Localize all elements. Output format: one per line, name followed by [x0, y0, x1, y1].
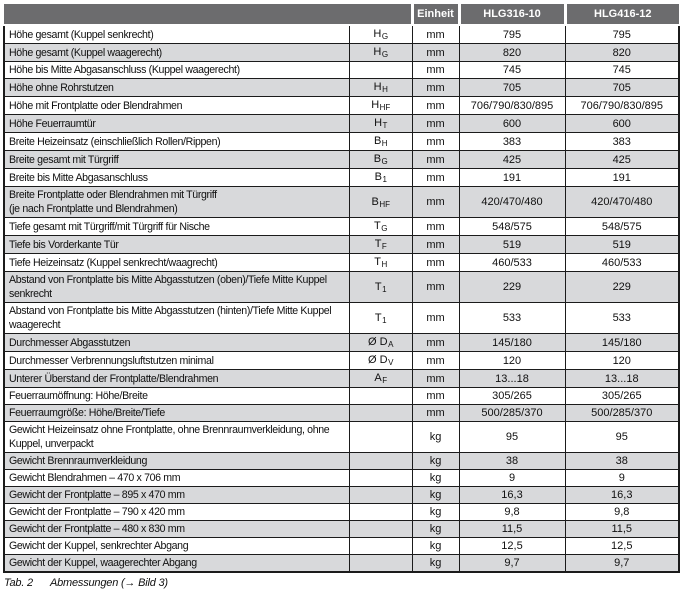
row-label	[4, 151, 349, 169]
row-label	[4, 453, 349, 470]
row-label-line: Höhe Feuerraumtür	[9, 117, 96, 130]
row-label	[4, 169, 349, 187]
row-value-hlg316-10: 145/180	[459, 334, 565, 352]
row-unit: mm	[412, 187, 459, 218]
row-value-hlg316-10: 9,8	[459, 504, 565, 521]
symbol-base: B	[373, 135, 382, 147]
row-value-hlg416-12: 706/790/830/895	[565, 97, 679, 115]
row-label	[4, 62, 349, 79]
row-value-hlg316-10: 16,3	[459, 487, 565, 504]
row-value-hlg416-12: 12,5	[565, 538, 679, 555]
row-symbol	[349, 272, 412, 303]
table-row	[4, 187, 679, 218]
row-value-hlg316-10: 705	[459, 79, 565, 97]
row-label-line: Feuerraumgröße: Höhe/Breite/Tiefe	[9, 407, 165, 419]
symbol-subscript: 1	[382, 315, 387, 325]
row-label-line: Tiefe Heizeinsatz (Kuppel senkrecht/waagrecht)	[9, 256, 218, 269]
header-row	[4, 4, 679, 25]
row-label	[4, 44, 349, 62]
row-label-line: senkrecht	[9, 288, 52, 300]
row-label-line: Abstand von Frontplatte bis Mitte Abgasstutzen (hinten)/Tiefe Mitte Kuppel	[9, 305, 332, 317]
row-value-hlg416-12: 95	[565, 422, 679, 453]
row-label-line: Gewicht der Frontplatte – 790 x 420 mm	[9, 506, 185, 518]
row-label-line: Höhe bis Mitte Abgasanschluss (Kuppel waagerecht)	[9, 64, 240, 76]
symbol-base: B	[371, 195, 379, 208]
row-label	[4, 334, 349, 352]
dimensions-table	[3, 4, 680, 573]
symbol-subscript: G	[381, 157, 388, 166]
row-label	[4, 254, 349, 272]
header-unit-column: Einheit	[412, 4, 459, 25]
table-row	[4, 169, 679, 187]
symbol-base: B	[373, 153, 382, 165]
row-value-hlg416-12: 795	[565, 25, 679, 44]
row-value-hlg316-10: 820	[459, 44, 565, 62]
row-unit: mm	[412, 133, 459, 151]
caption-tab-number: Tab. 2	[4, 577, 33, 589]
row-label-line: Feuerraumöffnung: Höhe/Breite	[9, 390, 148, 402]
row-label	[4, 303, 349, 334]
row-unit: mm	[412, 388, 459, 405]
row-label-line: Abstand von Frontplatte bis Mitte Abgasstutzen (oben)/Tiefe Mitte Kuppel	[9, 274, 327, 286]
symbol-subscript: F	[381, 242, 387, 251]
row-label-line: Gewicht Heizeinsatz ohne Frontplatte, ohne Brennraumverkleidung, ohne	[9, 424, 330, 436]
symbol-base: T	[374, 220, 381, 232]
row-symbol	[349, 79, 412, 97]
table-row	[4, 254, 679, 272]
row-value-hlg416-12: 425	[565, 151, 679, 169]
row-unit: mm	[412, 405, 459, 422]
row-label-line: Gewicht der Kuppel, waagerechter Abgang	[9, 557, 197, 569]
symbol-subscript: G	[381, 32, 389, 41]
symbol-base: H	[373, 28, 382, 40]
row-unit: mm	[412, 97, 459, 115]
table-row	[4, 151, 679, 169]
row-value-hlg316-10: 9,7	[459, 555, 565, 573]
row-symbol	[349, 453, 412, 470]
row-value-hlg416-12: 460/533	[565, 254, 679, 272]
row-label	[4, 405, 349, 422]
row-symbol	[349, 422, 412, 453]
row-unit: mm	[412, 370, 459, 388]
row-symbol	[349, 470, 412, 487]
row-unit: mm	[412, 218, 459, 236]
row-label-line: Durchmesser Abgasstutzen	[9, 336, 131, 349]
row-unit: mm	[412, 79, 459, 97]
table-row	[4, 487, 679, 504]
symbol-base: A	[374, 372, 382, 384]
symbol-subscript: 1	[382, 175, 387, 184]
table-row	[4, 422, 679, 453]
table-row	[4, 218, 679, 236]
row-value-hlg316-10: 706/790/830/895	[459, 97, 565, 115]
symbol-base: T	[374, 238, 382, 250]
row-symbol	[349, 133, 412, 151]
row-unit: kg	[412, 555, 459, 573]
symbol-subscript: A	[388, 340, 394, 349]
row-symbol	[349, 115, 412, 133]
table-row	[4, 352, 679, 370]
row-label	[4, 388, 349, 405]
row-symbol	[349, 151, 412, 169]
row-value-hlg416-12: 191	[565, 169, 679, 187]
row-value-hlg416-12: 16,3	[565, 487, 679, 504]
row-value-hlg316-10: 38	[459, 453, 565, 470]
row-unit: mm	[412, 62, 459, 79]
row-label	[4, 555, 349, 573]
row-unit: mm	[412, 169, 459, 187]
row-value-hlg316-10: 12,5	[459, 538, 565, 555]
row-label-line: Durchmesser Verbrennungsluftstutzen minimal	[9, 354, 214, 367]
row-label-line: Höhe gesamt (Kuppel waagerecht)	[9, 46, 162, 59]
row-label	[4, 97, 349, 115]
table-row	[4, 521, 679, 538]
row-symbol	[349, 303, 412, 334]
row-unit: mm	[412, 44, 459, 62]
row-label	[4, 538, 349, 555]
row-label	[4, 133, 349, 151]
row-value-hlg316-10: 305/265	[459, 388, 565, 405]
table-row	[4, 115, 679, 133]
row-symbol	[349, 521, 412, 538]
row-value-hlg316-10: 13...18	[459, 370, 565, 388]
row-value-hlg316-10: 120	[459, 352, 565, 370]
row-value-hlg416-12: 519	[565, 236, 679, 254]
row-symbol	[349, 370, 412, 388]
row-value-hlg316-10: 519	[459, 236, 565, 254]
row-unit: kg	[412, 453, 459, 470]
row-symbol	[349, 334, 412, 352]
symbol-subscript: T	[382, 121, 388, 130]
row-label-line: (je nach Frontplatte und Blendrahmen)	[9, 203, 178, 215]
row-value-hlg416-12: 120	[565, 352, 679, 370]
table-row	[4, 25, 679, 44]
row-label-line: Unterer Überstand der Frontplatte/Blendrahmen	[9, 372, 219, 385]
row-label	[4, 218, 349, 236]
row-value-hlg416-12: 548/575	[565, 218, 679, 236]
symbol-subscript: H	[381, 139, 388, 148]
row-label	[4, 272, 349, 303]
table-row	[4, 303, 679, 334]
row-value-hlg316-10: 548/575	[459, 218, 565, 236]
row-unit: mm	[412, 151, 459, 169]
table-row	[4, 334, 679, 352]
row-symbol	[349, 236, 412, 254]
table-body	[4, 25, 679, 572]
row-symbol	[349, 555, 412, 573]
row-label-line: Breite Frontplatte oder Blendrahmen mit Türgriff	[9, 189, 217, 201]
symbol-base: H	[374, 117, 383, 129]
row-label-line: Höhe mit Frontplatte oder Blendrahmen	[9, 99, 183, 112]
row-symbol	[349, 169, 412, 187]
row-value-hlg316-10: 229	[459, 272, 565, 303]
symbol-base: T	[374, 280, 382, 293]
symbol-base: H	[371, 99, 380, 111]
row-label-line: Kuppel, unverpackt	[9, 438, 94, 450]
table-row	[4, 97, 679, 115]
table-row	[4, 555, 679, 573]
row-unit: kg	[412, 470, 459, 487]
row-value-hlg316-10: 191	[459, 169, 565, 187]
row-label-line: Gewicht Blendrahmen – 470 x 706 mm	[9, 472, 181, 484]
row-value-hlg416-12: 11,5	[565, 521, 679, 538]
row-value-hlg316-10: 420/470/480	[459, 187, 565, 218]
row-value-hlg316-10: 11,5	[459, 521, 565, 538]
symbol-base: T	[374, 256, 381, 268]
row-label	[4, 504, 349, 521]
row-value-hlg316-10: 425	[459, 151, 565, 169]
row-unit: kg	[412, 422, 459, 453]
table-header	[4, 4, 679, 25]
row-value-hlg416-12: 9,8	[565, 504, 679, 521]
table-row	[4, 370, 679, 388]
row-label-line: Gewicht der Frontplatte – 480 x 830 mm	[9, 523, 185, 535]
symbol-subscript: F	[382, 376, 388, 385]
symbol-base: Ø D	[368, 336, 388, 348]
row-symbol	[349, 62, 412, 79]
header-empty-cell	[4, 4, 412, 25]
row-symbol	[349, 97, 412, 115]
symbol-subscript: H	[381, 260, 388, 269]
row-value-hlg316-10: 95	[459, 422, 565, 453]
row-label-line: Breite Heizeinsatz (einschließlich Rollen/Rippen)	[9, 135, 221, 148]
row-symbol	[349, 487, 412, 504]
table-row	[4, 62, 679, 79]
row-label-line: Tiefe gesamt mit Türgriff/mit Türgriff für Nische	[9, 220, 210, 233]
symbol-base: Ø D	[368, 354, 388, 366]
row-label	[4, 422, 349, 453]
symbol-base: H	[373, 81, 382, 93]
row-value-hlg416-12: 745	[565, 62, 679, 79]
row-symbol	[349, 405, 412, 422]
row-symbol	[349, 504, 412, 521]
row-unit: mm	[412, 352, 459, 370]
symbol-subscript: HF	[379, 199, 390, 209]
row-value-hlg416-12: 705	[565, 79, 679, 97]
row-label-line: Breite gesamt mit Türgriff	[9, 153, 119, 166]
table-row	[4, 236, 679, 254]
row-unit: mm	[412, 236, 459, 254]
symbol-subscript: HF	[379, 103, 391, 112]
row-value-hlg416-12: 820	[565, 44, 679, 62]
row-unit: mm	[412, 303, 459, 334]
row-value-hlg416-12: 38	[565, 453, 679, 470]
row-unit: mm	[412, 25, 459, 44]
row-value-hlg316-10: 533	[459, 303, 565, 334]
row-unit: kg	[412, 521, 459, 538]
row-unit: mm	[412, 334, 459, 352]
symbol-subscript: H	[382, 85, 388, 94]
row-unit: mm	[412, 272, 459, 303]
row-label-line: Höhe gesamt (Kuppel senkrecht)	[9, 28, 154, 41]
row-symbol	[349, 44, 412, 62]
table-row	[4, 44, 679, 62]
row-label	[4, 352, 349, 370]
row-label-line: Breite bis Mitte Abgasanschluss	[9, 171, 148, 184]
row-unit: mm	[412, 254, 459, 272]
table-row	[4, 538, 679, 555]
row-symbol	[349, 25, 412, 44]
table-caption	[4, 577, 678, 589]
row-label	[4, 187, 349, 218]
row-unit: kg	[412, 538, 459, 555]
row-value-hlg316-10: 460/533	[459, 254, 565, 272]
row-value-hlg316-10: 383	[459, 133, 565, 151]
symbol-base: T	[374, 311, 382, 324]
table-row	[4, 388, 679, 405]
table-row	[4, 133, 679, 151]
row-label-line: Gewicht der Kuppel, senkrechter Abgang	[9, 540, 189, 552]
table-row	[4, 470, 679, 487]
symbol-base: B	[374, 171, 382, 183]
table-row	[4, 272, 679, 303]
row-value-hlg416-12: 9	[565, 470, 679, 487]
row-value-hlg316-10: 745	[459, 62, 565, 79]
row-label	[4, 487, 349, 504]
row-unit: kg	[412, 504, 459, 521]
row-symbol	[349, 254, 412, 272]
caption-text: Abmessungen (→ Bild 3)	[49, 577, 168, 589]
row-value-hlg416-12: 383	[565, 133, 679, 151]
row-value-hlg316-10: 795	[459, 25, 565, 44]
row-label	[4, 79, 349, 97]
row-value-hlg416-12: 145/180	[565, 334, 679, 352]
row-value-hlg416-12: 500/285/370	[565, 405, 679, 422]
row-value-hlg416-12: 600	[565, 115, 679, 133]
row-symbol	[349, 352, 412, 370]
row-value-hlg416-12: 229	[565, 272, 679, 303]
row-label	[4, 115, 349, 133]
header-model-hlg316-10: HLG316-10	[459, 4, 565, 25]
row-label-line: Gewicht Brennraumverkleidung	[9, 455, 147, 467]
row-value-hlg316-10: 600	[459, 115, 565, 133]
row-value-hlg416-12: 13...18	[565, 370, 679, 388]
row-value-hlg416-12: 305/265	[565, 388, 679, 405]
table-row	[4, 405, 679, 422]
symbol-subscript: G	[381, 224, 388, 233]
table-row	[4, 453, 679, 470]
row-label	[4, 25, 349, 44]
row-value-hlg416-12: 533	[565, 303, 679, 334]
row-label	[4, 521, 349, 538]
row-value-hlg416-12: 420/470/480	[565, 187, 679, 218]
row-label-line: Tiefe bis Vorderkante Tür	[9, 238, 119, 251]
row-value-hlg316-10: 500/285/370	[459, 405, 565, 422]
row-label	[4, 236, 349, 254]
symbol-subscript: V	[388, 358, 394, 367]
symbol-subscript: 1	[382, 284, 387, 294]
row-label	[4, 370, 349, 388]
header-model-hlg416-12: HLG416-12	[565, 4, 679, 25]
row-symbol	[349, 218, 412, 236]
row-symbol	[349, 187, 412, 218]
row-value-hlg416-12: 9,7	[565, 555, 679, 573]
row-label-line: Höhe ohne Rohrstutzen	[9, 81, 114, 94]
row-unit: mm	[412, 115, 459, 133]
row-value-hlg316-10: 9	[459, 470, 565, 487]
table-row	[4, 504, 679, 521]
row-label	[4, 470, 349, 487]
symbol-base: H	[373, 46, 382, 58]
row-symbol	[349, 388, 412, 405]
table-row	[4, 79, 679, 97]
row-symbol	[349, 538, 412, 555]
row-label-line: waagerecht	[9, 319, 61, 331]
symbol-subscript: G	[381, 50, 389, 59]
row-unit: kg	[412, 487, 459, 504]
row-label-line: Gewicht der Frontplatte – 895 x 470 mm	[9, 489, 185, 501]
